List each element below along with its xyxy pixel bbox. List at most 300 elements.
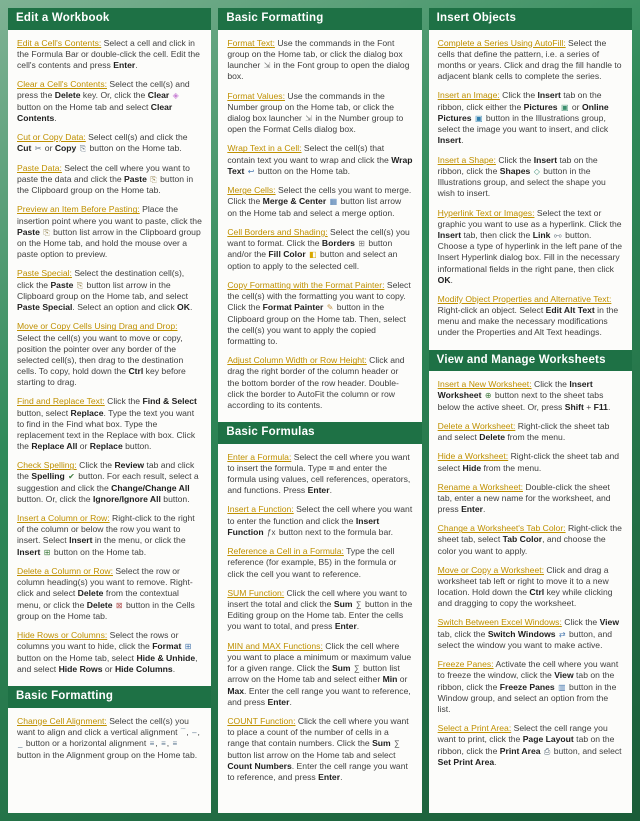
bold-text: Insert: [533, 154, 558, 165]
body-text: .: [329, 485, 332, 496]
bold-text: Freeze Panes: [499, 681, 555, 692]
bold-text: Hide Columns: [114, 663, 173, 674]
body-text: button in the Illustrations group, select the image you want to insert, and click: [437, 112, 609, 135]
body-text: in the menu and make the necessary modifications under the Properties and Alt Text headings.: [437, 305, 619, 338]
section-header: View and Manage Worksheets: [429, 350, 632, 372]
bold-text: Review: [114, 460, 145, 471]
reference-item: [17, 268, 202, 313]
body-text: .: [340, 771, 343, 782]
item-heading-link[interactable]: Cut or Copy Data:: [17, 132, 86, 143]
body-text: button.: [160, 493, 190, 504]
item-heading-link[interactable]: Paste Data:: [17, 162, 62, 173]
body-text: .: [483, 504, 486, 515]
section-body: [218, 30, 421, 423]
body-text: in the Font group to open the dialog box.: [227, 59, 410, 82]
bold-text: Ctrl: [128, 366, 144, 377]
body-text: . Enter the cell range you want to reference, and press: [227, 760, 408, 782]
section-body: [218, 444, 421, 794]
bold-text: Enter: [307, 485, 330, 496]
item-heading-link[interactable]: Wrap Text in a Cell:: [227, 143, 302, 154]
paste-icon: ⎘: [150, 174, 157, 184]
copy-icon: ⎘: [79, 144, 87, 154]
body-text: button list arrow in the Clipboard group on the Home tab, and select: [17, 279, 189, 301]
body-text: button on the Home tab and select: [17, 101, 151, 112]
body-text: Click the cell where you want to insert the total and click the: [227, 587, 407, 609]
align-middle-icon: ‒: [192, 727, 197, 737]
reference-item: [17, 460, 202, 505]
section-header: Basic Formatting: [218, 8, 421, 30]
body-text: Select a cell and click in the Formula Bar or double-click the cell. Edit the cell's contents and press: [17, 37, 200, 70]
body-text: .: [450, 274, 453, 285]
body-text: button. Choose a type of hyperlink in the left pane of the Insert Hyperlink dialog box. Fill in the necessary informational fields in the right pane, then click: [437, 229, 623, 274]
body-text: Right-click to the right of the column or below the row you want to insert. Select: [17, 513, 195, 546]
body-text: button next to the sheet tabs below the active sheet. Or, press: [437, 390, 604, 412]
item-heading-link[interactable]: Delete a Worksheet:: [437, 421, 516, 432]
bold-text: Enter: [318, 771, 341, 782]
body-text: Select the rows or columns you want to hide, click the: [17, 630, 179, 652]
body-text: Click and drag a worksheet tab left or right to move it to a new location. Hold down the: [437, 564, 609, 598]
body-text: button in the Cells group on the Home tab.: [17, 599, 195, 621]
item-heading-link[interactable]: Format Values:: [227, 90, 285, 101]
align-right-icon: ≡: [172, 739, 178, 749]
bold-text: Ctrl: [529, 587, 545, 598]
bold-text: Page Layout: [522, 734, 574, 745]
section-header: Edit a Workbook: [8, 8, 211, 30]
item-heading-link[interactable]: Rename a Worksheet:: [437, 481, 523, 492]
reference-item: [438, 482, 623, 516]
link-icon: ⧟: [553, 230, 562, 240]
body-text: Right-click the sheet tab, select: [437, 523, 622, 545]
body-text: button and/or the: [227, 238, 393, 260]
reference-item: [227, 588, 412, 633]
body-text: or: [569, 101, 582, 112]
section-body: [8, 30, 211, 686]
column-2: [218, 8, 421, 813]
item-heading-link[interactable]: Change a Worksheet's Tab Color:: [437, 523, 566, 534]
body-text: from the menu.: [505, 432, 566, 443]
item-heading-link[interactable]: MIN and MAX Functions:: [227, 640, 323, 651]
reference-item: [227, 452, 412, 497]
body-text: Click the: [76, 460, 115, 471]
body-text: or: [42, 143, 55, 154]
item-heading-link[interactable]: Format Text:: [227, 37, 275, 48]
bold-text: Delete: [86, 599, 113, 610]
reference-item: [17, 79, 202, 124]
bold-text: OK: [437, 274, 451, 285]
bold-text: Link: [532, 229, 551, 240]
bold-text: Pictures: [523, 101, 558, 112]
body-text: ,: [186, 726, 192, 737]
bold-text: Hide: [462, 462, 482, 473]
body-text: button, and select the window you want to make active.: [437, 628, 613, 650]
body-text: ,: [197, 726, 200, 737]
body-text: key while clicking and dragging to copy the worksheet.: [437, 587, 613, 609]
delete-cells-icon: ⊠: [115, 600, 123, 610]
reference-item: [227, 355, 412, 411]
reference-item: [227, 91, 412, 136]
bold-text: Replace All: [31, 441, 78, 452]
section-body: [429, 30, 632, 350]
bold-text: View: [554, 670, 574, 681]
section-body: [429, 371, 632, 779]
item-heading-link[interactable]: Freeze Panes:: [437, 659, 494, 670]
item-heading-link[interactable]: Reference a Cell in a Formula:: [227, 546, 344, 557]
reference-item: [438, 659, 623, 715]
section-header: Basic Formulas: [218, 422, 421, 444]
bold-text: Clear: [147, 90, 170, 101]
body-text: ,: [166, 738, 172, 749]
merge-center-icon: ▦: [329, 197, 338, 207]
body-text: Activate the cell where you want to freeze the window, click the: [437, 659, 619, 681]
reference-item: [227, 716, 412, 783]
body-text: tab, then click the: [461, 229, 533, 240]
item-heading-link[interactable]: Insert a Shape:: [437, 154, 496, 165]
item-heading-link[interactable]: Insert a Function:: [227, 504, 294, 515]
reference-item: [17, 38, 202, 72]
fill-color-icon: ◧: [309, 250, 317, 260]
sum-icon: ∑: [355, 599, 362, 609]
bold-text: Sum: [372, 738, 391, 749]
bold-text: Paste: [17, 226, 40, 237]
item-heading-link[interactable]: Select a Print Area:: [437, 723, 512, 734]
item-heading-link[interactable]: Insert a New Worksheet:: [437, 379, 532, 390]
body-text: .: [356, 621, 360, 632]
body-text: Select the cell where you want to insert the formula. Type: [227, 451, 410, 473]
bold-text: Ignore/Ignore All: [92, 493, 161, 504]
item-heading-link[interactable]: Hyperlink Text or Images:: [437, 207, 535, 218]
item-heading-link[interactable]: Hide a Worksheet:: [437, 451, 509, 462]
bold-text: Shapes: [499, 165, 531, 176]
column-1: [8, 8, 211, 813]
bold-text: Print Area: [499, 745, 541, 756]
bold-text: Borders: [321, 238, 355, 249]
item-heading-link[interactable]: Check Spelling:: [17, 460, 77, 471]
body-text: ,: [155, 738, 161, 749]
body-text: from the contextual menu, or click the: [17, 588, 179, 610]
body-text: Click the cell where you want to place a count of the number of cells in a range that contain numbers. Click the: [227, 715, 409, 749]
item-heading-link[interactable]: Move or Copy a Worksheet:: [437, 564, 545, 575]
body-text: button list arrow on the Home tab and select either: [227, 662, 400, 685]
bold-text: Insert Worksheet: [437, 379, 593, 401]
body-text: . Type the text you want to find in the Find what box. Type the replacement text in the Replace with box. Click the: [17, 407, 196, 452]
reference-item: [17, 204, 202, 260]
reference-item: [17, 630, 202, 675]
bold-text: Hide & Unhide: [136, 652, 196, 663]
item-heading-link[interactable]: Enter a Formula:: [227, 451, 292, 462]
body-text: tab on the ribbon, click either the: [437, 90, 602, 112]
item-heading-link[interactable]: Edit a Cell's Contents:: [17, 37, 102, 48]
dialog-launcher-icon: ⇲: [305, 113, 312, 123]
body-text: button or a horizontal alignment: [23, 738, 149, 749]
item-heading-link[interactable]: Delete a Column or Row:: [17, 566, 114, 577]
switch-windows-icon: ⇄: [558, 629, 566, 639]
bold-text: =: [328, 462, 334, 473]
item-heading-link[interactable]: Paste Special:: [17, 268, 72, 279]
align-top-icon: ¯: [180, 727, 186, 737]
wrap-text-icon: ↩: [247, 166, 255, 176]
item-heading-link[interactable]: Insert a Column or Row:: [17, 513, 110, 524]
clear-eraser-icon: ◈: [172, 91, 179, 101]
body-text: .: [172, 663, 176, 674]
reference-item: [17, 716, 202, 761]
body-text: Click and drag the right border of the column header or the bottom border of the row header. Double-click the border to AutoFit the column or row according to its contents.: [227, 355, 405, 410]
body-text: button on the Home tab.: [255, 165, 351, 176]
shapes-icon: ◇: [533, 166, 540, 176]
pictures-icon: ▣: [560, 102, 569, 112]
body-text: button in the Editing group on the Home tab. Enter the cells you want to total, and press: [227, 598, 413, 632]
bold-text: Paste Special: [17, 302, 73, 313]
body-text: Click the: [531, 379, 570, 390]
reference-item: [227, 546, 412, 580]
bold-text: Enter: [461, 504, 484, 515]
bold-text: Count Numbers: [227, 760, 292, 771]
body-text: Click the: [561, 617, 600, 628]
reference-item: [438, 565, 623, 610]
reference-item: [438, 155, 623, 200]
body-text: Right-click an object. Select: [437, 305, 546, 316]
bold-text: F11: [593, 401, 608, 412]
reference-item: [438, 451, 623, 473]
body-text: Select the cells you want to merge. Click the: [227, 185, 412, 207]
body-text: key before starting to drag.: [17, 366, 186, 388]
bold-text: Hide Rows: [58, 663, 103, 674]
bold-text: Insert: [537, 90, 561, 101]
bold-text: Enter: [113, 59, 136, 70]
body-text: .: [189, 302, 193, 313]
reference-item: [227, 227, 412, 272]
bold-text: Delete: [479, 432, 506, 443]
item-heading-link[interactable]: Switch Between Excel Windows:: [437, 617, 562, 628]
body-text: Click the: [104, 396, 143, 407]
body-text: button list arrow on the Home tab and select: [227, 749, 396, 760]
body-text: tab on the ribbon, click the: [437, 734, 615, 756]
body-text: +: [583, 401, 594, 412]
bold-text: Insert: [437, 229, 462, 240]
reference-item: [438, 294, 623, 339]
body-text: button next to the formula bar.: [276, 526, 394, 537]
item-heading-link[interactable]: COUNT Function:: [227, 715, 296, 726]
reference-item: [17, 163, 202, 197]
bold-text: Insert: [69, 535, 93, 546]
reference-item: [438, 523, 623, 557]
reference-item: [227, 504, 412, 538]
body-text: .: [494, 756, 497, 767]
sum-icon: ∑: [353, 663, 360, 673]
reference-item: [438, 379, 623, 413]
print-area-icon: ⎙: [543, 746, 551, 756]
body-text: Select cell(s) and click the: [85, 132, 188, 143]
body-text: Select the row or column heading(s) you want to remove. Right-click and select: [17, 566, 193, 599]
body-text: or: [102, 663, 115, 674]
body-text: button on the Home tab.: [51, 546, 147, 557]
spelling-icon: ✔: [68, 472, 75, 482]
reference-item: [438, 723, 623, 768]
body-text: or: [77, 441, 90, 452]
align-left-icon: ≡: [149, 739, 155, 749]
bold-text: Sum: [331, 662, 351, 673]
section-body: [8, 708, 211, 772]
body-text: Select the destination cell(s), click the: [17, 268, 185, 290]
body-text: tab on the ribbon, click the: [437, 670, 615, 692]
body-text: .: [461, 135, 464, 146]
item-heading-link[interactable]: SUM Function:: [227, 587, 285, 598]
body-text: button in the Illustrations group, and select the shape you wish to insert.: [437, 165, 606, 199]
body-text: Use the commands in the Number group on the Home tab, or click the dialog box launcher: [227, 90, 395, 123]
freeze-panes-icon: ▥: [558, 682, 566, 692]
online-pictures-icon: ▣: [474, 113, 483, 123]
bold-text: Cut: [17, 143, 32, 154]
bold-text: Copy: [54, 143, 77, 154]
bold-text: OK: [177, 302, 190, 313]
reference-item: [17, 566, 202, 622]
body-text: button, select: [17, 407, 71, 418]
bold-text: Spelling: [31, 471, 65, 482]
body-text: Select the cell where you want to enter the function and click the: [227, 504, 413, 526]
bold-text: Edit Alt Text: [545, 305, 595, 316]
body-text: in the menu, or click the: [92, 535, 186, 546]
bold-text: Online Pictures: [437, 101, 609, 123]
item-heading-link[interactable]: Hide Rows or Columns:: [17, 630, 108, 641]
bold-text: Wrap Text: [227, 154, 413, 176]
body-text: Select the cell(s) that contain text you want to wrap and click the: [227, 143, 392, 165]
reference-item: [17, 321, 202, 388]
body-text: button and select an option to apply to the selected cell.: [227, 249, 398, 271]
body-text: button list arrow on the Home tab and select a merge option.: [227, 196, 402, 218]
body-text: Select the cell(s) and press the: [17, 79, 190, 101]
item-heading-link[interactable]: Adjust Column Width or Row Height:: [227, 355, 367, 366]
body-text: .: [54, 112, 57, 123]
align-center-icon: ≡: [161, 739, 166, 749]
bold-text: Merge & Center: [262, 196, 327, 207]
reference-item: [227, 38, 412, 83]
bold-text: Enter: [267, 696, 290, 707]
body-text: Right-click the sheet tab and select: [437, 421, 610, 443]
insert-cells-icon: ⊞: [43, 547, 51, 557]
align-bottom-icon: _: [18, 739, 23, 749]
body-text: Click the: [499, 90, 538, 101]
bold-text: Min: [382, 674, 398, 685]
bold-text: Switch Windows: [487, 628, 556, 639]
body-text: .: [289, 696, 292, 707]
item-heading-link[interactable]: Preview an Item Before Pasting:: [17, 204, 140, 215]
body-text: or: [397, 674, 408, 685]
body-text: button on the Home tab, select: [17, 652, 137, 663]
body-text: Select the cell(s) you want to format. Click the: [227, 226, 410, 249]
body-text: . Select an option and click: [72, 302, 178, 313]
bold-text: Shift: [564, 401, 584, 412]
body-text: .: [607, 401, 611, 412]
bold-text: Insert Function: [227, 515, 380, 537]
dialog-launcher-icon: ⇲: [263, 60, 271, 70]
bold-text: Fill Color: [268, 249, 306, 260]
body-text: Place the insertion point where you want to paste, click the: [17, 204, 202, 226]
body-text: tab and click the: [17, 460, 195, 482]
insert-function-icon: ƒx: [267, 527, 276, 537]
bold-text: Replace: [70, 407, 104, 418]
bold-text: Paste: [50, 279, 74, 290]
body-text: Right-click the sheet tab and select: [437, 451, 620, 473]
body-text: tab, click the: [437, 628, 488, 639]
section-header: Basic Formatting: [8, 686, 211, 708]
body-text: button in the Alignment group on the Home tab.: [17, 749, 198, 760]
bold-text: Max: [227, 685, 245, 696]
body-text: . Enter the cell range you want to reference, and press: [227, 685, 411, 707]
bold-text: Find & Select: [142, 396, 197, 407]
body-text: Select the cell range you want to print, click the: [437, 723, 608, 745]
borders-icon: ⊞: [358, 239, 365, 249]
reference-item: [438, 38, 623, 83]
bold-text: Insert: [437, 135, 462, 146]
item-heading-link[interactable]: Cell Borders and Shading:: [227, 226, 328, 237]
item-heading-link[interactable]: Copy Formatting with the Format Painter:: [227, 280, 385, 291]
bold-text: Tab Color: [502, 534, 543, 545]
bold-text: Insert: [17, 546, 41, 557]
format-icon: ⊞: [184, 642, 192, 652]
body-text: Select the cell(s) you want to align and click a vertical alignment: [17, 715, 189, 737]
reference-item: [17, 513, 202, 558]
sum-icon: ∑: [394, 739, 400, 749]
body-text: Use the commands in the Font group on the Home tab, or click the dialog box launcher: [227, 37, 403, 70]
body-text: tab on the ribbon, click the: [437, 154, 598, 176]
body-text: button.: [122, 441, 152, 452]
item-heading-link[interactable]: Find and Replace Text:: [17, 396, 105, 407]
body-text: , and select: [17, 652, 198, 674]
reference-item: [438, 208, 623, 286]
bold-text: Delete: [54, 90, 81, 101]
body-text: Select the cell(s) you want to move or copy, position the pointer over any border of the selected cell(s), then drag to the destination cells. To copy, hold down the: [17, 332, 184, 377]
body-text: Select the cell(s) with the formatting you want to copy. Click the: [227, 280, 411, 313]
reference-item: [227, 641, 412, 708]
body-text: , and choose the color you want to apply.: [437, 534, 606, 556]
paste-icon: ⎘: [76, 280, 84, 290]
reference-item: [438, 421, 623, 443]
body-text: Click the cell where you want to place a minimum or maximum value for a given range. Click the: [227, 640, 412, 673]
body-text: button in the Clipboard group on the Home tab. Then, select the cell(s) you want to apply the copied formatting to.: [227, 302, 406, 347]
body-text: .: [135, 59, 138, 70]
column-3: [429, 8, 632, 813]
item-heading-link[interactable]: Insert an Image:: [437, 90, 500, 101]
body-text: and enter the formula using values, cell references, operators, and functions. Press: [227, 462, 411, 496]
reference-card: [8, 8, 632, 813]
bold-text: Change/Change All: [111, 482, 190, 493]
body-text: from the menu.: [481, 462, 542, 473]
body-text: Select the cells that define the pattern, i.e. a series of months or years. Click and drag the fill handle to adjacent blank cells to complete the series.: [437, 37, 622, 82]
reference-item: [438, 617, 623, 651]
item-heading-link[interactable]: Clear a Cell's Contents:: [17, 79, 108, 90]
item-heading-link[interactable]: Complete a Series Using AutoFill:: [437, 37, 566, 48]
body-text: button. Or, click the: [17, 493, 93, 504]
item-heading-link[interactable]: Move or Copy Cells Using Drag and Drop:: [17, 321, 178, 332]
body-text: button, and select: [551, 745, 622, 756]
body-text: Click the: [495, 154, 534, 165]
item-heading-link[interactable]: Modify Object Properties and Alternative Text:: [437, 293, 612, 304]
item-heading-link[interactable]: Merge Cells:: [227, 185, 276, 196]
bold-text: Format: [152, 641, 182, 652]
body-text: Type the cell reference (for example, B5) in the formula or click the cell you want to reference.: [227, 546, 397, 579]
format-painter-icon: ✎: [326, 303, 334, 313]
body-text: Select the cell where you want to paste the data and click the: [17, 162, 190, 184]
body-text: button in the Clipboard group on the Home tab.: [17, 173, 194, 196]
bold-text: Clear Contents: [17, 101, 173, 123]
reference-item: [227, 143, 412, 177]
reference-item: [438, 90, 623, 146]
bold-text: Delete: [77, 588, 104, 599]
item-heading-link[interactable]: Change Cell Alignment:: [17, 715, 107, 726]
bold-text: Sum: [333, 598, 353, 609]
body-text: Select the text or graphic you want to use as a hyperlink. Click the: [437, 207, 622, 229]
body-text: button. For each result, select a suggestion and click the: [17, 471, 199, 493]
cut-scissors-icon: ✂: [34, 144, 42, 154]
